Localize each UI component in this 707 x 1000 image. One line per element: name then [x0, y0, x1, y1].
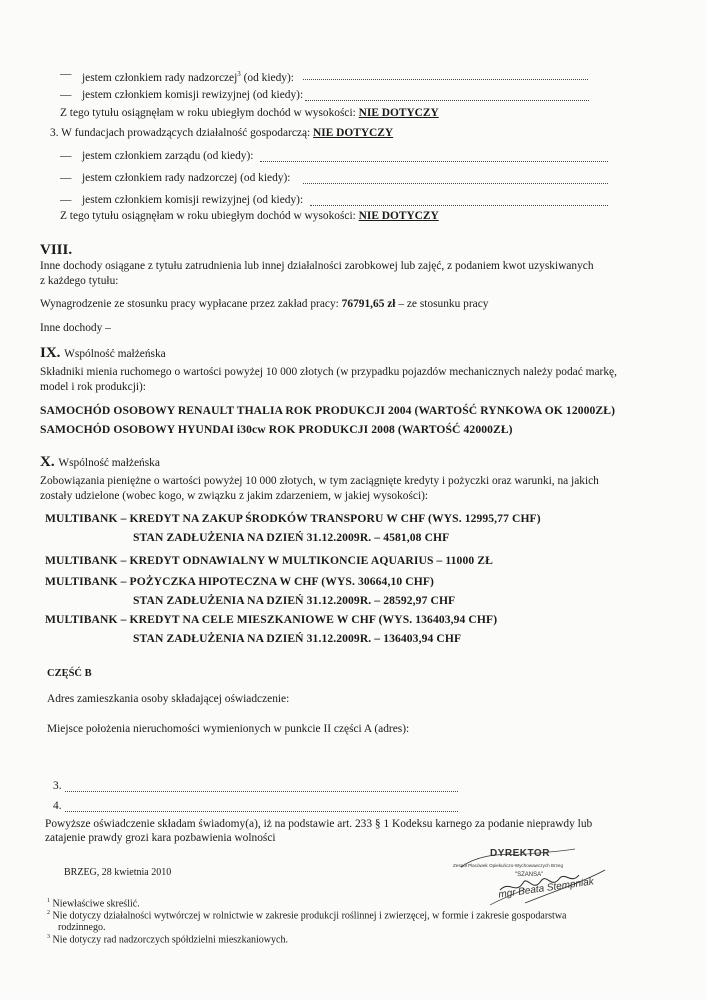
membership-label: jestem członkiem rady nadzorczej (od kiedy): [82, 172, 291, 184]
stamp-title: DYREKTOR [490, 848, 550, 859]
debt-balance: STAN ZADŁUŻENIA NA DZIEŃ 31.12.2009R. – 28592,97 CHF [133, 594, 456, 607]
dash: — [60, 68, 72, 80]
footnote-number: 3 [47, 934, 50, 940]
membership-label: jestem członkiem zarządu (od kiedy): [82, 150, 254, 162]
membership-item [82, 67, 294, 85]
section-subheading: Wspólność małżeńska [58, 457, 160, 469]
membership-label: jestem członkiem rady nadzorczej [82, 71, 238, 84]
line-number: 4. [53, 800, 62, 812]
section-text: Zobowiązania pieniężne o wartości powyżej 10 000 złotych, w tym zaciągnięte kredyty i pożyczki oraz warunki, na jakich [40, 475, 599, 487]
debt-balance: STAN ZADŁUŻENIA NA DZIEŃ 31.12.2009R. – 136403,94 CHF [133, 632, 462, 645]
other-income: Inne dochody – [40, 322, 111, 334]
fill-line [310, 205, 608, 206]
section-heading-x [40, 454, 160, 471]
dash: — [60, 172, 72, 184]
footnote-text: Niewłaściwe skreślić. [52, 898, 140, 910]
footnote [47, 898, 140, 909]
fill-line [65, 791, 458, 792]
income-value: NIE DOTYCZY [358, 210, 439, 222]
statement-text: Powyższe oświadczenie składam świadomy(a), iż na podstawie art. 233 § 1 Kodeksu karnego za podanie nieprawdy lub [45, 818, 593, 830]
stamp-name: mgr Beata Stempniak [497, 876, 595, 901]
location-label: Miejsce położenia nieruchomości wymienionych w punkcie II części A (adres): [47, 723, 410, 735]
section-subheading: Wspólność małżeńska [64, 348, 166, 360]
section-heading-ix [40, 345, 166, 362]
address-label: Adres zamieszkania osoby składającej oświadczenie: [47, 693, 290, 705]
fill-line [65, 811, 458, 812]
section-heading: X. [40, 454, 55, 470]
footnote-ref: 3 [237, 70, 241, 78]
footnote [47, 934, 288, 945]
debt-entry: MULTIBANK – KREDYT ODNAWIALNY W MULTIKONCIE AQUARIUS – 11000 ZŁ [45, 554, 493, 567]
dash: — [60, 150, 72, 162]
income-prefix: Z tego tytułu osiągnęłam w roku ubiegłym dochód w wysokości: [60, 210, 356, 222]
section-heading: VIII. [40, 242, 73, 258]
fill-line [303, 79, 588, 80]
fill-line [303, 183, 608, 184]
income-line [60, 106, 439, 120]
fill-line [305, 100, 589, 101]
section-text: zostały udzielone (wobec kogo, w związku z jakim zdarzeniem, w jakiej wysokości): [40, 490, 429, 502]
income-value: NIE DOTYCZY [358, 107, 439, 119]
footnote-number: 1 [47, 898, 50, 904]
debt-entry: MULTIBANK – POŻYCZKA HIPOTECZNA W CHF (WYS. 30664,10 CHF) [45, 575, 434, 588]
membership-label: jestem członkiem komisji rewizyjnej (od kiedy): [82, 194, 304, 206]
membership-tail: (od kiedy): [240, 71, 294, 84]
footnote-number: 2 [47, 910, 50, 916]
income-prefix: Z tego tytułu osiągnęłam w roku ubiegłym dochód w wysokości: [60, 107, 356, 119]
section-text: z każdego tytułu: [40, 275, 119, 287]
membership-label: jestem członkiem komisji rewizyjnej (od kiedy): [82, 89, 304, 101]
point-3 [50, 126, 393, 140]
footnote [47, 910, 566, 921]
salary-suffix: – ze stosunku pracy [395, 298, 489, 310]
debt-entry: MULTIBANK – KREDYT NA CELE MIESZKANIOWE W CHF (WYS. 136403,94 CHF) [45, 613, 498, 626]
salary-value: 76791,65 zł [341, 298, 396, 310]
section-text: Składniki mienia ruchomego o wartości powyżej 10 000 złotych (w przypadku pojazdów mechanicznych należy podać markę, [40, 366, 617, 378]
car-entry: SAMOCHÓD OSOBOWY RENAULT THALIA ROK PRODUKCJI 2004 (WARTOŚĆ RYNKOWA OK 12000ZŁ) [40, 404, 616, 417]
place-date: BRZEG, 28 kwietnia 2010 [64, 867, 172, 878]
point-3-label: 3. W fundacjach prowadzących działalność gospodarczą: [50, 127, 311, 139]
income-line [60, 209, 439, 223]
section-text: Inne dochody osiągane z tytułu zatrudnienia lub innej działalności zarobkowej lub zajęć, z podaniem kwot uzyskiwanych [40, 260, 594, 272]
salary-line [40, 297, 488, 311]
part-b-heading: CZĘŚĆ B [47, 668, 92, 679]
line-number: 3. [53, 780, 62, 792]
section-text: model i rok produkcji): [40, 381, 146, 393]
footnote-continuation: rodzinnego. [58, 922, 106, 933]
debt-entry: MULTIBANK – KREDYT NA ZAKUP ŚRODKÓW TRANSPORU W CHF (WYS. 12995,77 CHF) [45, 512, 541, 525]
stamp-line: "SZANSA" [515, 872, 544, 878]
fill-line [260, 161, 608, 162]
debt-balance: STAN ZADŁUŻENIA NA DZIEŃ 31.12.2009R. – 4581,08 CHF [133, 531, 450, 544]
point-3-value: NIE DOTYCZY [313, 127, 394, 139]
section-heading: IX. [40, 345, 61, 361]
footnote-text: Nie dotyczy działalności wytwórczej w rolnictwie w zakresie produkcji roślinnej i zwierzęcej, w formie i zakresie gospodarstwa [52, 910, 567, 922]
stamp-line: Zespół Placówek Opiekuńczo-Wychowawczych Brzeg [453, 863, 563, 868]
statement-text: zatajenie prawdy grozi kara pozbawienia wolności [45, 832, 276, 844]
salary-label: Wynagrodzenie ze stosunku pracy wypłacane przez zakład pracy: [40, 298, 339, 310]
car-entry: SAMOCHÓD OSOBOWY HYUNDAI i30cw ROK PRODUKCJI 2008 (WARTOŚĆ 42000ZŁ) [40, 423, 513, 436]
dash: — [60, 194, 72, 206]
footnote-text: Nie dotyczy rad nadzorczych spółdzielni mieszkaniowych. [52, 934, 288, 946]
dash: — [60, 89, 72, 101]
